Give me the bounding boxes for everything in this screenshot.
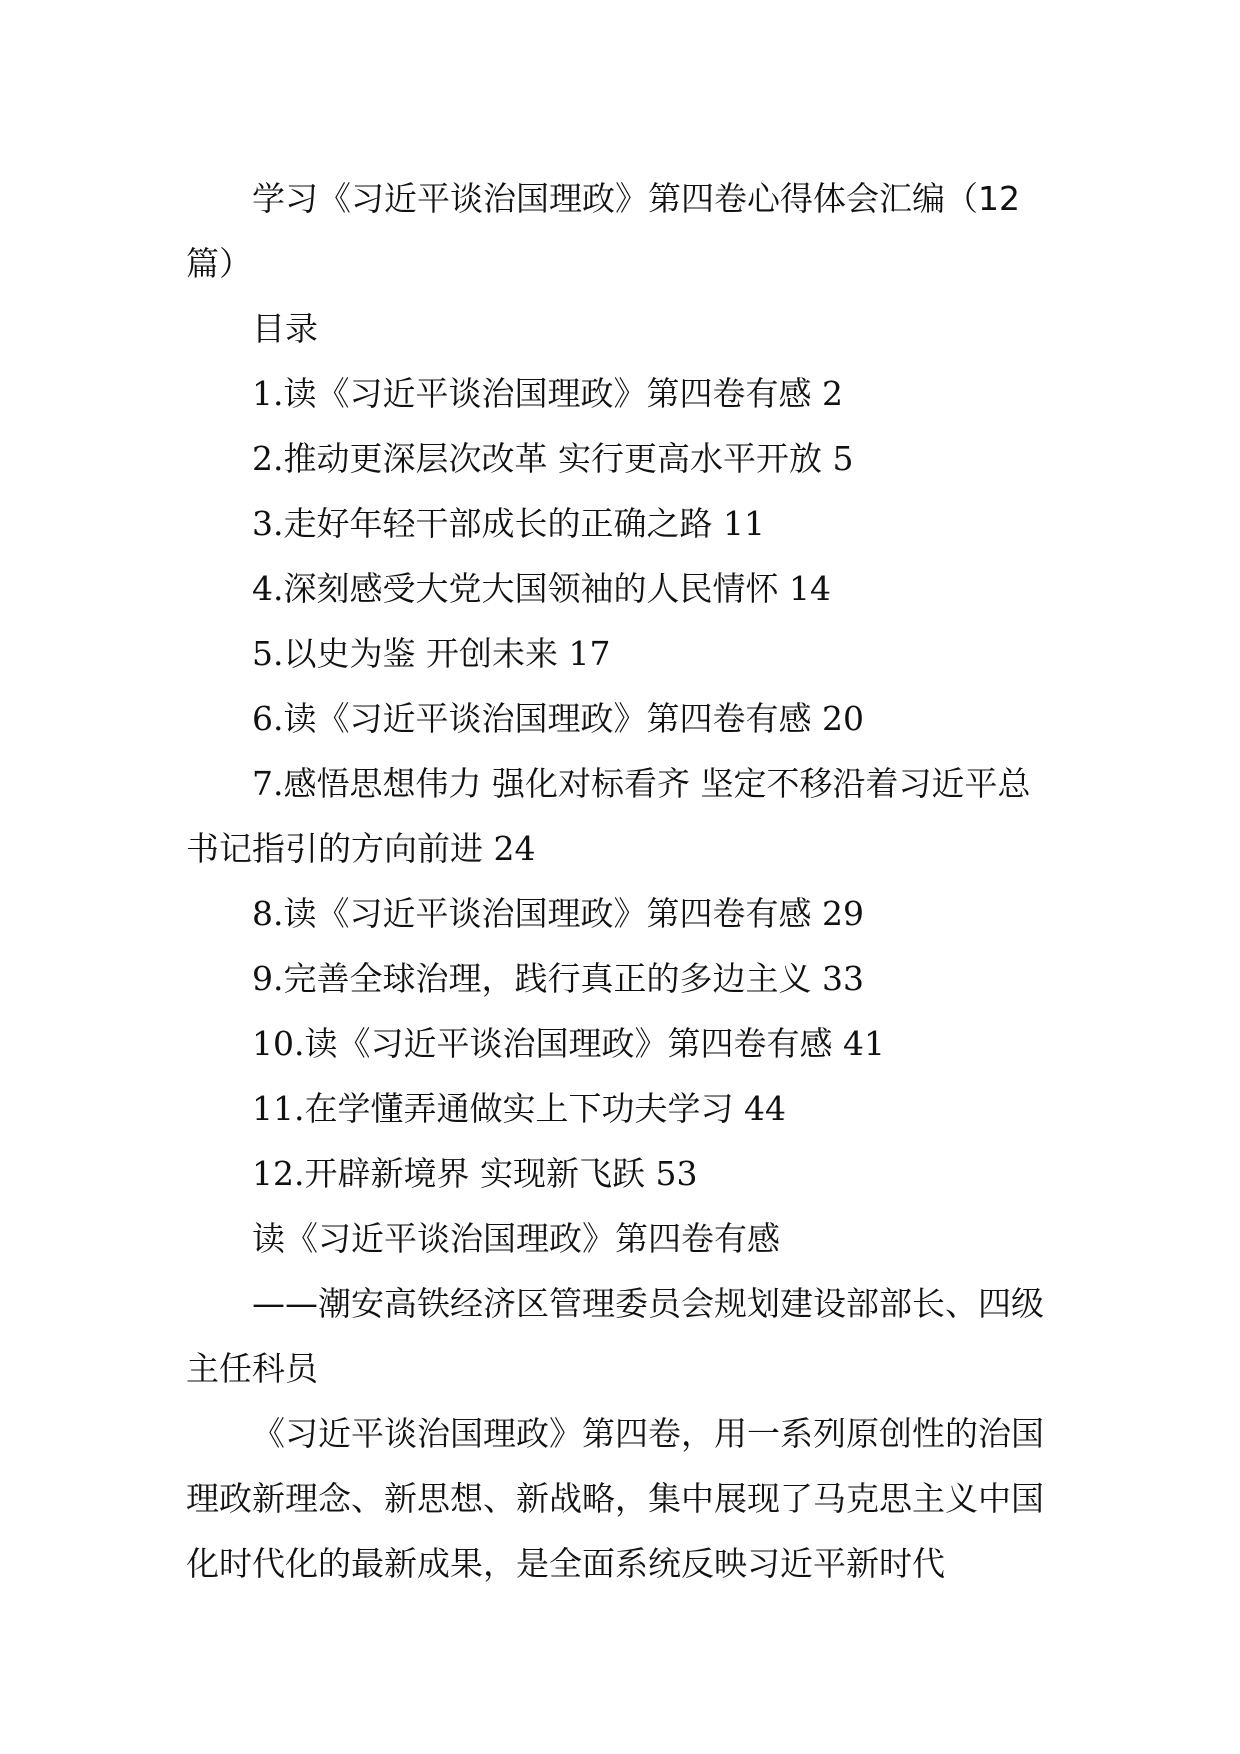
toc-item-title: 读《习近平谈治国理政》第四卷有感: [304, 1024, 833, 1063]
toc-item: [186, 1011, 1056, 1076]
toc-item-page: 29: [822, 894, 864, 933]
toc-item-number: 3.: [252, 504, 284, 543]
toc-item: [186, 686, 1056, 751]
toc-item: [186, 361, 1056, 426]
toc-item-number: 9.: [252, 959, 284, 998]
document-title: 学习《习近平谈治国理政》第四卷心得体会汇编（12篇）: [186, 179, 1020, 283]
toc-item-title: 完善全球治理，践行真正的多边主义: [283, 959, 812, 998]
toc-item-number: 1.: [252, 374, 284, 413]
toc-item-page: 44: [743, 1089, 786, 1128]
toc-item: [186, 621, 1056, 686]
toc-item: [186, 881, 1056, 946]
toc-item-page: 14: [789, 569, 831, 608]
toc-item: [186, 491, 1056, 556]
toc-item-title: 在学懂弄通做实上下功夫学习: [304, 1089, 734, 1128]
toc-item-number: 7.: [252, 764, 284, 803]
toc-item-page: 33: [822, 959, 864, 998]
toc-item-page: 17: [568, 634, 611, 673]
document-content: [186, 166, 1056, 1596]
toc-item-title: 感悟思想伟力 强化对标看齐 坚定不移沿着习近平总书记指引的方向前进: [186, 764, 1031, 868]
toc-item-page: 2: [822, 374, 843, 413]
toc-item-number: 10.: [252, 1024, 305, 1063]
toc-heading: 目录: [252, 309, 318, 348]
toc-item-page: 20: [822, 699, 864, 738]
toc-item-title: 开辟新境界 实现新飞跃: [304, 1154, 645, 1193]
toc-item-title: 读《习近平谈治国理政》第四卷有感: [283, 374, 812, 413]
toc-item: [186, 751, 1056, 881]
toc-item-number: 11.: [252, 1089, 305, 1128]
toc-item-number: 5.: [252, 634, 284, 673]
toc-item-number: 8.: [252, 894, 284, 933]
toc-item-page: 24: [493, 829, 536, 868]
toc-item: [186, 1076, 1056, 1141]
toc-item-page: 53: [655, 1154, 698, 1193]
toc-item-number: 2.: [252, 439, 284, 478]
toc-item-title: 推动更深层次改革 实行更高水平开放: [283, 439, 822, 478]
toc-item-title: 读《习近平谈治国理政》第四卷有感: [283, 894, 812, 933]
toc-list: [186, 361, 1056, 1206]
toc-item-number: 4.: [252, 569, 284, 608]
toc-item-title: 以史为鉴 开创未来: [283, 634, 558, 673]
toc-item: [186, 556, 1056, 621]
toc-item: [186, 1141, 1056, 1206]
toc-item-title: 读《习近平谈治国理政》第四卷有感: [283, 699, 812, 738]
toc-item-page: 41: [842, 1024, 885, 1063]
toc-item-number: 6.: [252, 699, 284, 738]
toc-item-page: 11: [723, 504, 765, 543]
toc-item-title: 深刻感受大党大国领袖的人民情怀: [283, 569, 779, 608]
article-byline: ——潮安高铁经济区管理委员会规划建设部部长、四级主任科员: [186, 1284, 1044, 1388]
article-title: 读《习近平谈治国理政》第四卷有感: [252, 1219, 780, 1258]
toc-item: [186, 946, 1056, 1011]
toc-item-title: 走好年轻干部成长的正确之路: [283, 504, 713, 543]
toc-item-number: 12.: [252, 1154, 305, 1193]
toc-item: [186, 426, 1056, 491]
toc-item-page: 5: [832, 439, 854, 478]
body-paragraph: 《习近平谈治国理政》第四卷，用一系列原创性的治国理政新理念、新思想、新战略，集中展现了马克思主义中国化时代化的最新成果，是全面系统反映习近平新时代: [186, 1414, 1044, 1583]
